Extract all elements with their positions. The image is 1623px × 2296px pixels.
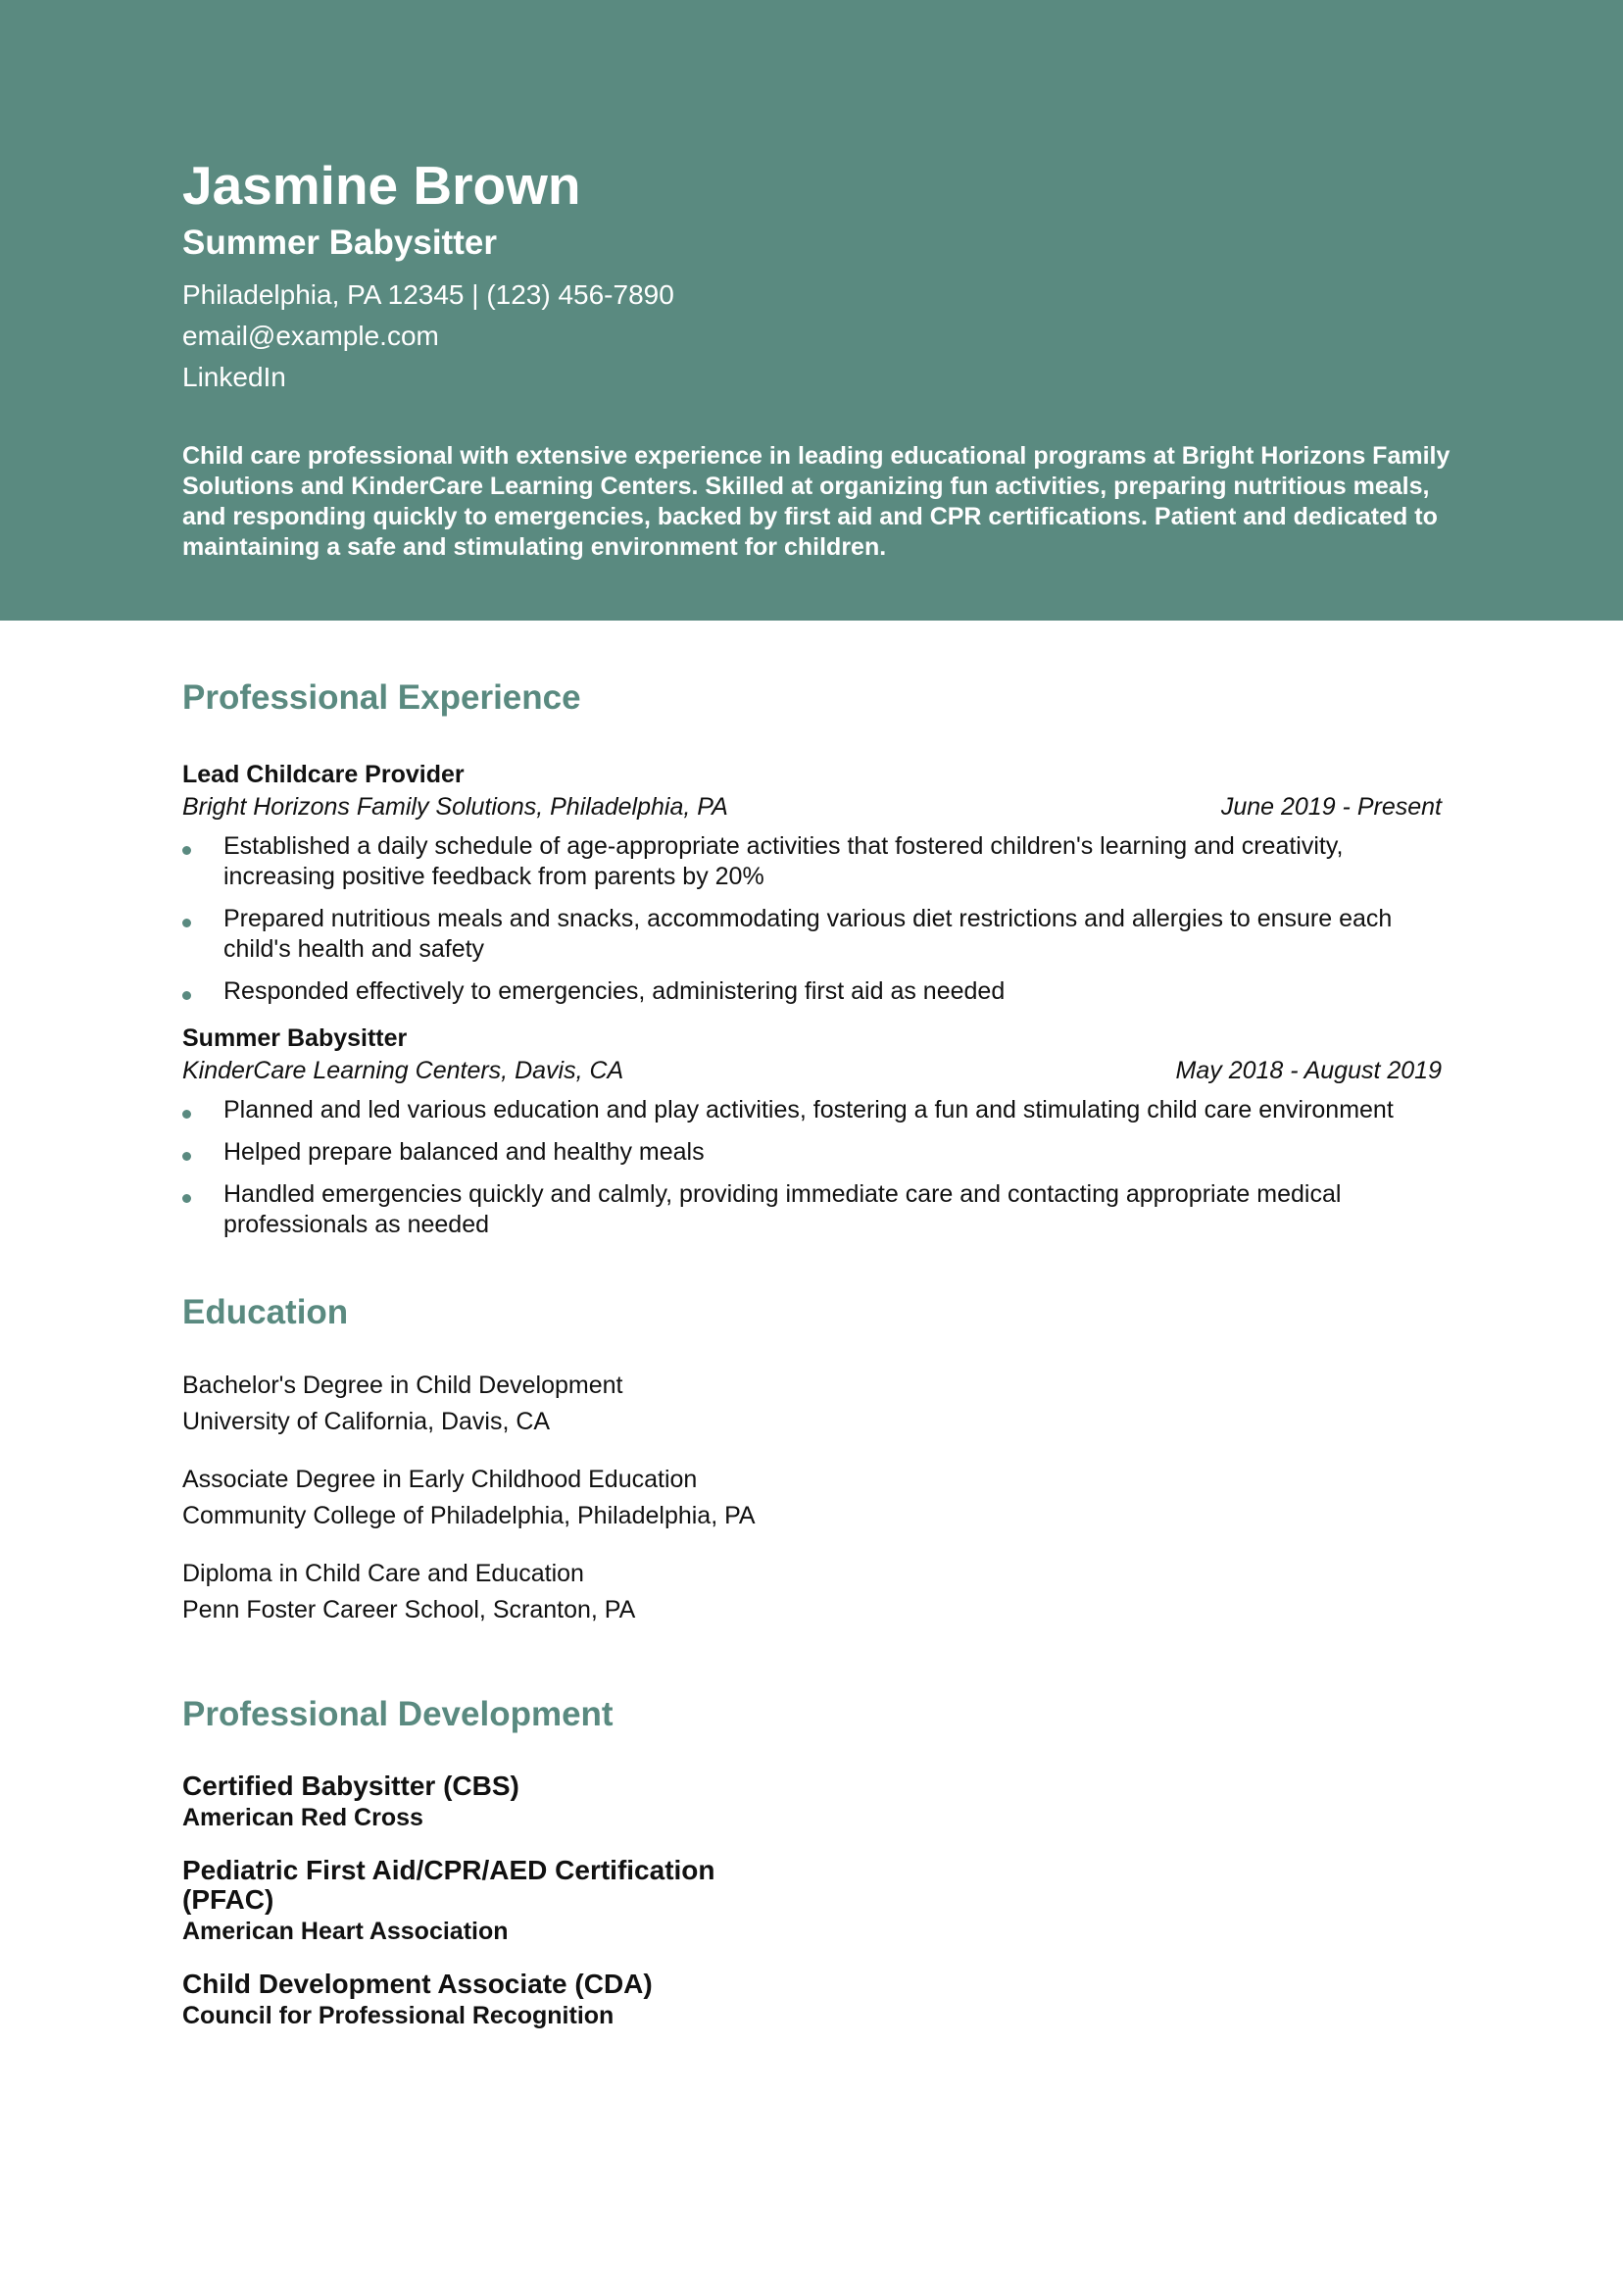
main-content bbox=[182, 676, 1442, 2054]
development-name: Pediatric First Aid/CPR/AED Certification (PFAC) bbox=[182, 1855, 715, 1915]
contact-email[interactable]: email@example.com bbox=[182, 321, 439, 351]
bullet-dot-icon bbox=[182, 846, 191, 855]
job-entry bbox=[182, 1023, 1442, 1240]
education-school: Penn Foster Career School, Scranton, PA bbox=[182, 1596, 636, 1623]
education-heading: Education bbox=[182, 1293, 349, 1331]
job-bullets bbox=[182, 1095, 1442, 1240]
development-item bbox=[182, 1970, 1442, 2032]
bullet-dot-icon bbox=[182, 991, 191, 1000]
bullet-item bbox=[182, 976, 1442, 1007]
bullet-dot-icon bbox=[182, 1110, 191, 1119]
development-name: Child Development Associate (CDA) bbox=[182, 1969, 653, 1999]
job-company: Bright Horizons Family Solutions, Philadelphia, PA bbox=[182, 793, 728, 821]
bullet-text: Planned and led various education and play activities, fostering a fun and stimulating child care environment bbox=[223, 1096, 1394, 1123]
development-heading: Professional Development bbox=[182, 1695, 614, 1733]
bullet-text: Helped prepare balanced and healthy meals bbox=[223, 1138, 705, 1166]
bullet-item bbox=[182, 904, 1442, 965]
bullet-text: Established a daily schedule of age-appropriate activities that fostered children's learning and creativity, increasing positive feedback from parents by 20% bbox=[223, 832, 1344, 890]
development-name: Certified Babysitter (CBS) bbox=[182, 1771, 519, 1801]
education-item bbox=[182, 1462, 1442, 1534]
development-section bbox=[182, 1693, 1442, 2032]
professional-summary: Child care professional with extensive experience in leading educational programs at Bright Horizons Family Solutions and KinderCare Learning Centers. Skilled at organizing fun activities, preparing nutritious meals, and responding quickly to emergencies, backed by first aid and CPR certifications. Patient and dedicated to maintaining a safe and stimulating environment for children. bbox=[182, 442, 1451, 561]
development-item bbox=[182, 1772, 1442, 1834]
education-item bbox=[182, 1556, 1442, 1628]
candidate-name: Jasmine Brown bbox=[182, 155, 581, 216]
job-company: KinderCare Learning Centers, Davis, CA bbox=[182, 1057, 624, 1084]
job-dates: June 2019 - Present bbox=[1220, 793, 1442, 821]
candidate-role: Summer Babysitter bbox=[182, 224, 497, 262]
bullet-text: Responded effectively to emergencies, administering first aid as needed bbox=[223, 977, 1006, 1005]
job-title: Lead Childcare Provider bbox=[182, 761, 465, 788]
bullet-item bbox=[182, 1179, 1442, 1240]
education-degree: Bachelor's Degree in Child Development bbox=[182, 1372, 623, 1399]
job-meta bbox=[182, 1054, 1442, 1087]
bullet-dot-icon bbox=[182, 1194, 191, 1203]
job-title: Summer Babysitter bbox=[182, 1024, 408, 1052]
job-bullets bbox=[182, 831, 1442, 1007]
education-school: University of California, Davis, CA bbox=[182, 1408, 551, 1435]
bullet-dot-icon bbox=[182, 919, 191, 927]
development-list bbox=[182, 1772, 1442, 2032]
bullet-text: Prepared nutritious meals and snacks, accommodating various diet restrictions and allergies to ensure each child's health and safety bbox=[223, 905, 1393, 963]
job-meta bbox=[182, 790, 1442, 824]
development-org: American Red Cross bbox=[182, 1804, 423, 1831]
education-list bbox=[182, 1368, 1442, 1628]
bullet-item bbox=[182, 831, 1442, 892]
education-degree: Associate Degree in Early Childhood Education bbox=[182, 1466, 698, 1493]
job-entry bbox=[182, 759, 1442, 1007]
job-dates: May 2018 - August 2019 bbox=[1175, 1057, 1442, 1084]
bullet-item bbox=[182, 1137, 1442, 1168]
header-content bbox=[182, 153, 1456, 563]
contact-location-phone: Philadelphia, PA 12345 | (123) 456-7890 bbox=[182, 279, 674, 310]
experience-section bbox=[182, 676, 1442, 1240]
contact-linkedin[interactable]: LinkedIn bbox=[182, 362, 286, 392]
education-degree: Diploma in Child Care and Education bbox=[182, 1560, 584, 1587]
development-item bbox=[182, 1856, 1442, 1948]
development-org: Council for Professional Recognition bbox=[182, 2002, 615, 2029]
education-item bbox=[182, 1368, 1442, 1440]
education-school: Community College of Philadelphia, Philadelphia, PA bbox=[182, 1502, 756, 1529]
header-banner bbox=[0, 0, 1623, 621]
bullet-text: Handled emergencies quickly and calmly, providing immediate care and contacting appropriate medical professionals as needed bbox=[223, 1180, 1342, 1238]
bullet-dot-icon bbox=[182, 1152, 191, 1161]
bullet-item bbox=[182, 1095, 1442, 1125]
development-org: American Heart Association bbox=[182, 1918, 509, 1945]
experience-heading: Professional Experience bbox=[182, 678, 581, 717]
education-section bbox=[182, 1291, 1442, 1628]
